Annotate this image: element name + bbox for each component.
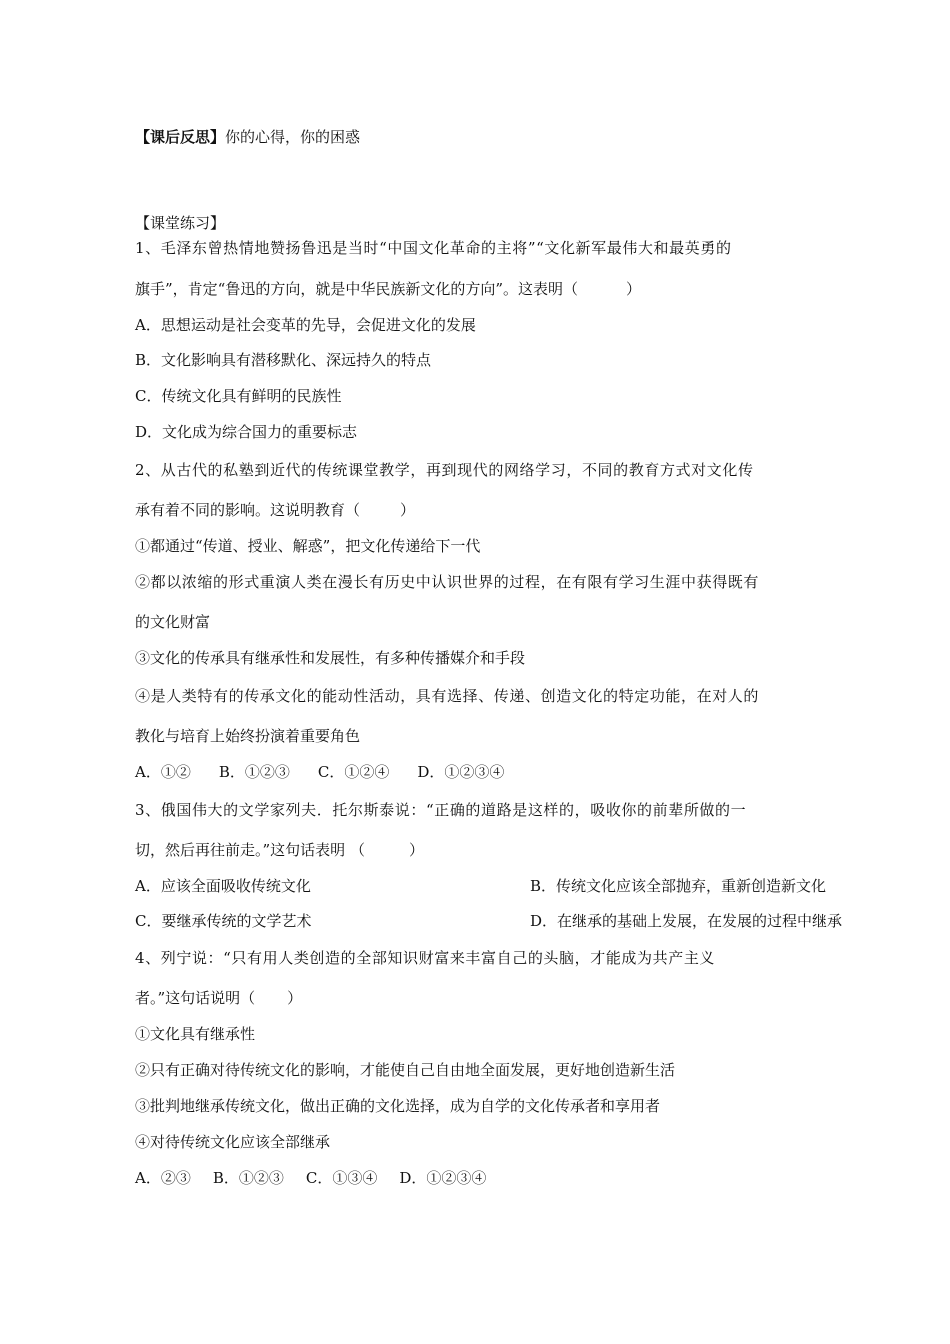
q2-statement-1: ①都通过“传道、授业、解惑”，把文化传递给下一代: [135, 537, 481, 555]
q2-stem-text: 承有着不同的影响。这说明教育（: [135, 501, 361, 519]
q2-statement-2-cont: 的文化财富: [135, 613, 211, 631]
q4-stem-line-2: [135, 988, 302, 1008]
q4-answer-paren: ）: [287, 989, 303, 1007]
q1-stem-text: 旗手”，肯定“鲁迅的方向，就是中华民族新文化的方向”。这表明（: [135, 280, 579, 298]
q4-choices: [135, 1168, 486, 1188]
q1-option-d: D．文化成为综合国力的重要标志: [135, 423, 358, 441]
q4-statement-2: ②只有正确对待传统文化的影响，才能使自己自由地全面发展，更好地创造新生活: [135, 1061, 676, 1079]
q3-options-row-1: [135, 876, 827, 896]
q4-choice-c: C．①③④: [305, 1169, 378, 1187]
q3-stem-line-1: 3、俄国伟大的文学家列夫．托尔斯泰说：“正确的道路是这样的，吸收你的前辈所做的一: [135, 801, 747, 819]
q1-answer-paren: ）: [626, 280, 642, 298]
q1-option-b: B．文化影响具有潜移默化、深远持久的特点: [135, 351, 432, 369]
q2-statement-4: ④是人类特有的传承文化的能动性活动，具有选择、传递、创造文化的特定功能，在对人的: [135, 687, 760, 705]
q2-choice-c: C．①②④: [317, 763, 390, 781]
q1-option-a: A．思想运动是社会变革的先导，会促进文化的发展: [135, 316, 476, 334]
q2-statement-4-cont: 教化与培育上始终扮演着重要角色: [135, 727, 361, 745]
practice-heading: 【课堂练习】: [135, 214, 226, 232]
q4-choice-a: A．②③: [135, 1169, 191, 1187]
reflection-line: [135, 127, 360, 147]
q3-answer-paren: ）: [408, 841, 424, 859]
q4-statement-4: ④对待传统文化应该全部继承: [135, 1133, 331, 1151]
q2-stem-line-2: [135, 500, 415, 520]
q4-stem-line-1: 4、列宁说：“只有用人类创造的全部知识财富来丰富自己的头脑，才能成为共产主义: [135, 949, 716, 967]
q2-choice-d: D．①②③④: [417, 763, 505, 781]
q2-answer-paren: ）: [400, 501, 416, 519]
q4-statement-1: ①文化具有继承性: [135, 1025, 256, 1043]
q2-statement-2: ②都以浓缩的形式重演人类在漫长有历史中认识世界的过程，在有限有学习生涯中获得既有: [135, 573, 760, 591]
reflection-heading: 【课后反思】: [135, 128, 226, 146]
q4-choice-d: D．①②③④: [399, 1169, 487, 1187]
q2-stem-line-1: 2、从古代的私塾到近代的传统课堂教学，再到现代的网络学习，不同的教育方式对文化传: [135, 461, 754, 479]
reflection-text: 你的心得，你的困惑: [225, 128, 361, 146]
q3-stem-text: 切，然后再往前走。”这句话表明 （: [135, 841, 365, 859]
q2-choices: [135, 762, 504, 782]
q2-choice-a: A．①②: [135, 763, 191, 781]
q2-statement-3: ③文化的传承具有继承性和发展性，有多种传播媒介和手段: [135, 649, 526, 667]
q4-stem-text: 者。”这句话说明（: [135, 989, 256, 1007]
q3-stem-line-2: [135, 840, 424, 860]
q3-option-d: D．在继承的基础上发展，在发展的过程中继承: [530, 912, 843, 930]
q3-option-c: C．要继承传统的文学艺术: [135, 912, 312, 930]
q1-option-c: C．传统文化具有鲜明的民族性: [135, 387, 342, 405]
q4-choice-b: B．①②③: [212, 1169, 284, 1187]
q3-option-b: B．传统文化应该全部抛弃，重新创造新文化: [530, 877, 827, 895]
q1-stem-line-2: [135, 279, 641, 299]
q3-option-a: A．应该全面吸收传统文化: [135, 877, 311, 895]
q2-choice-b: B．①②③: [218, 763, 290, 781]
q4-statement-3: ③批判地继承传统文化，做出正确的文化选择，成为自学的文化传承者和享用者: [135, 1097, 661, 1115]
q1-stem-line-1: 1、毛泽东曾热情地赞扬鲁迅是当时“中国文化革命的主将”“文化新军最伟大和最英勇的: [135, 239, 732, 257]
q3-options-row-2: [135, 911, 843, 931]
